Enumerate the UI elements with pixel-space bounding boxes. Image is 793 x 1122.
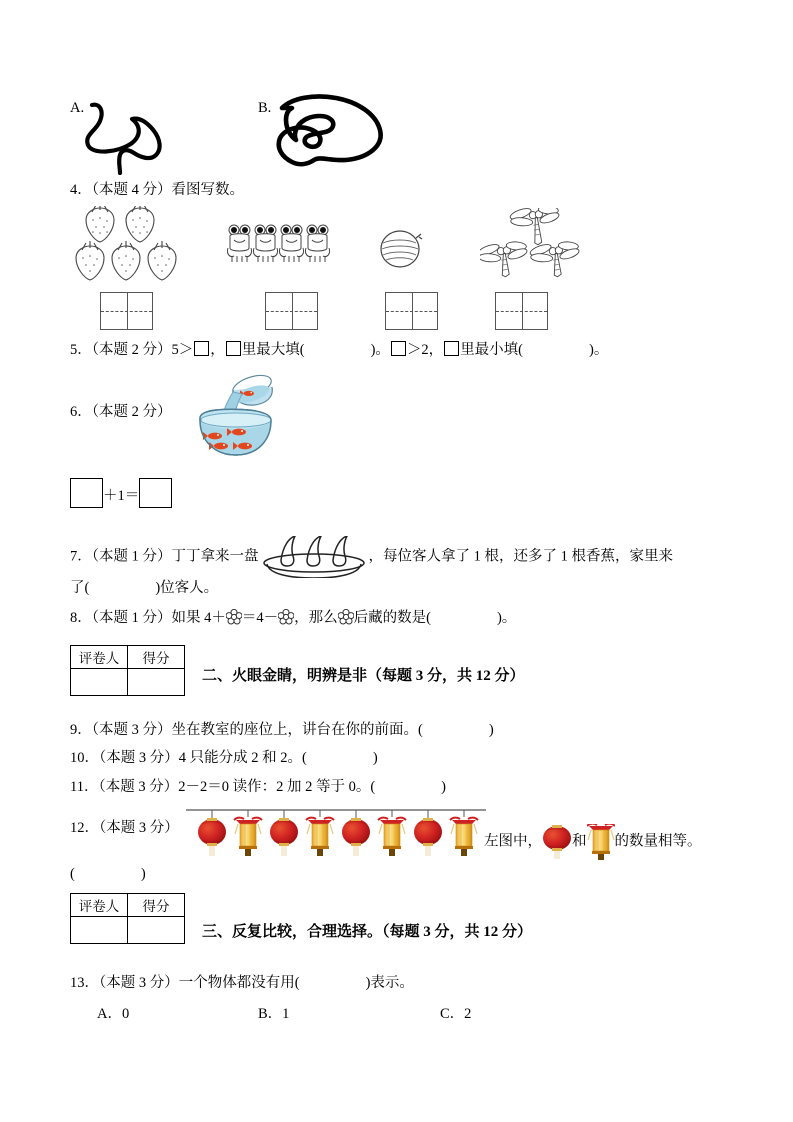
q12-answer-close: ) (140, 866, 146, 882)
question-6-equation (70, 478, 172, 508)
question-9-prefix: 9．（本题 3 分） (70, 722, 172, 738)
q7-line2-before: 了( (70, 580, 90, 596)
q11-body: 2－2＝0 读作：2 加 2 等于 0。( (178, 779, 376, 795)
q5-part1-before: 5＞ (171, 342, 194, 358)
question-4-text (70, 180, 244, 201)
q5-part2-mid: ＞2， (406, 342, 444, 358)
q5-part2-after: 里最小填( (460, 342, 524, 358)
frog-group-icon (227, 224, 331, 271)
q10-close: ) (372, 750, 378, 766)
flower-blossom-icon-2 (278, 608, 294, 629)
q7-text-after: ，每位客人拿了 1 根，还多了 1 根香蕉，家里来 (368, 548, 673, 565)
score-table-3-header-left: 评卷人 (71, 894, 128, 917)
question-12-prefix: 12．（本题 3 分） (70, 820, 179, 836)
question-8-prefix: 8．（本题 1 分） (70, 610, 172, 626)
question-11-text (70, 777, 446, 798)
answer-box-frog[interactable] (265, 292, 318, 330)
question-10-prefix: 10．（本题 3 分） (70, 750, 179, 766)
q5-blank-square-3[interactable] (391, 341, 406, 356)
dragonfly-group-icon (480, 208, 595, 285)
question-13-text (70, 973, 414, 994)
score-table-section-3 (70, 893, 185, 944)
q5-part2-close: )。 (589, 342, 609, 358)
q12-text-mid: 和 (572, 833, 587, 850)
flower-blossom-icon (226, 608, 242, 629)
q9-close: ) (488, 722, 494, 738)
q7-text-before: 丁丁拿来一盘 (171, 548, 259, 565)
question-8-text (70, 608, 516, 629)
watermelon-icon (378, 228, 426, 275)
question-7-prefix: 7．（本题 1 分） (70, 548, 172, 565)
option-a-label: A. (70, 100, 85, 116)
score-table-2-header-right: 得分 (128, 646, 185, 669)
q8-text-mid2: ，那么 (294, 610, 338, 626)
fishbowl-with-scoop-icon (192, 374, 284, 471)
score-table-3-value-left[interactable] (71, 917, 128, 944)
q8-text-before: 如果 4＋ (171, 610, 226, 626)
q12-text-end: 的数量相等。 (614, 833, 702, 850)
q12-text-after: 左图中， (484, 833, 542, 850)
q13-body: 一个物体都没有用( (178, 975, 300, 991)
q6-blank-right[interactable] (139, 478, 172, 508)
q9-body: 坐在教室的座位上，讲台在你的前面。( (171, 722, 423, 738)
question-9-text (70, 720, 494, 741)
question-13-prefix: 13．（本题 3 分） (70, 975, 179, 991)
q5-blank-square-1[interactable] (194, 341, 209, 356)
question-11-prefix: 11．（本题 3 分） (70, 779, 179, 795)
answer-box-strawberry[interactable] (100, 292, 153, 330)
plate-of-bananas-icon (259, 536, 369, 578)
q8-text-mid1: ＝4－ (241, 610, 279, 626)
question-5-prefix: 5．（本题 2 分） (70, 342, 172, 358)
score-table-2-header-left: 评卷人 (71, 646, 128, 669)
question-4-prefix: 4．（本题 4 分） (70, 182, 172, 198)
gold-square-lantern-icon (587, 824, 615, 860)
question-6-prefix: 6．（本题 2 分） (70, 404, 172, 420)
score-table-2-value-left[interactable] (71, 669, 128, 696)
score-table-3-value-right[interactable] (128, 917, 185, 944)
answer-box-dragonfly[interactable] (495, 292, 548, 330)
q5-part1-after: 里最大填( (241, 342, 305, 358)
q5-blank-square-2[interactable] (226, 341, 241, 356)
q6-operator: ＋1＝ (103, 488, 140, 504)
answer-box-watermelon[interactable] (385, 292, 438, 330)
question-12-tail (484, 824, 702, 860)
question-12-answer-line (70, 864, 146, 885)
q6-blank-left[interactable] (70, 478, 103, 508)
score-table-section-2 (70, 645, 185, 696)
question-7-text (70, 536, 673, 578)
lantern-string-icon (186, 806, 491, 867)
question-10-text (70, 748, 378, 769)
q5-part1-close: )。 (370, 342, 390, 358)
question-7-line2 (70, 578, 218, 599)
question-6-text (70, 402, 172, 423)
score-table-3-header-right: 得分 (128, 894, 185, 917)
question-13-option-b[interactable]: B．1 (258, 1006, 290, 1022)
strawberry-group-icon (72, 206, 182, 287)
q13-close: )表示。 (365, 975, 414, 991)
q8-text-mid3: 后藏的数是( (353, 610, 431, 626)
section-3-title: 三、反复比较，合理选择。（每题 3 分，共 12 分） (202, 924, 533, 940)
question-5-text (70, 340, 608, 361)
q11-close: ) (441, 779, 447, 795)
section-2-title: 二、火眼金睛，明辨是非（每题 3 分，共 12 分） (202, 668, 525, 684)
red-round-lantern-icon (542, 825, 572, 859)
flower-blossom-icon-3 (338, 608, 354, 629)
question-13-option-a[interactable]: A．0 (97, 1006, 130, 1022)
open-curve-shape-icon (70, 95, 200, 180)
q7-line2-after: )位客人。 (155, 580, 219, 596)
option-b-label: B. (258, 100, 272, 116)
question-13-option-c[interactable]: C．2 (440, 1006, 472, 1022)
q5-blank-square-4[interactable] (444, 341, 459, 356)
question-4-body: 看图写数。 (171, 182, 244, 198)
q8-text-after: )。 (496, 610, 517, 626)
q10-body: 4 只能分成 2 和 2。( (178, 750, 307, 766)
q5-part1-mid: ， (210, 342, 225, 358)
question-12-prefix-wrap (70, 818, 179, 839)
score-table-2-value-right[interactable] (128, 669, 185, 696)
q12-answer-open: ( (70, 866, 75, 882)
closed-curve-shape-icon (258, 90, 403, 180)
